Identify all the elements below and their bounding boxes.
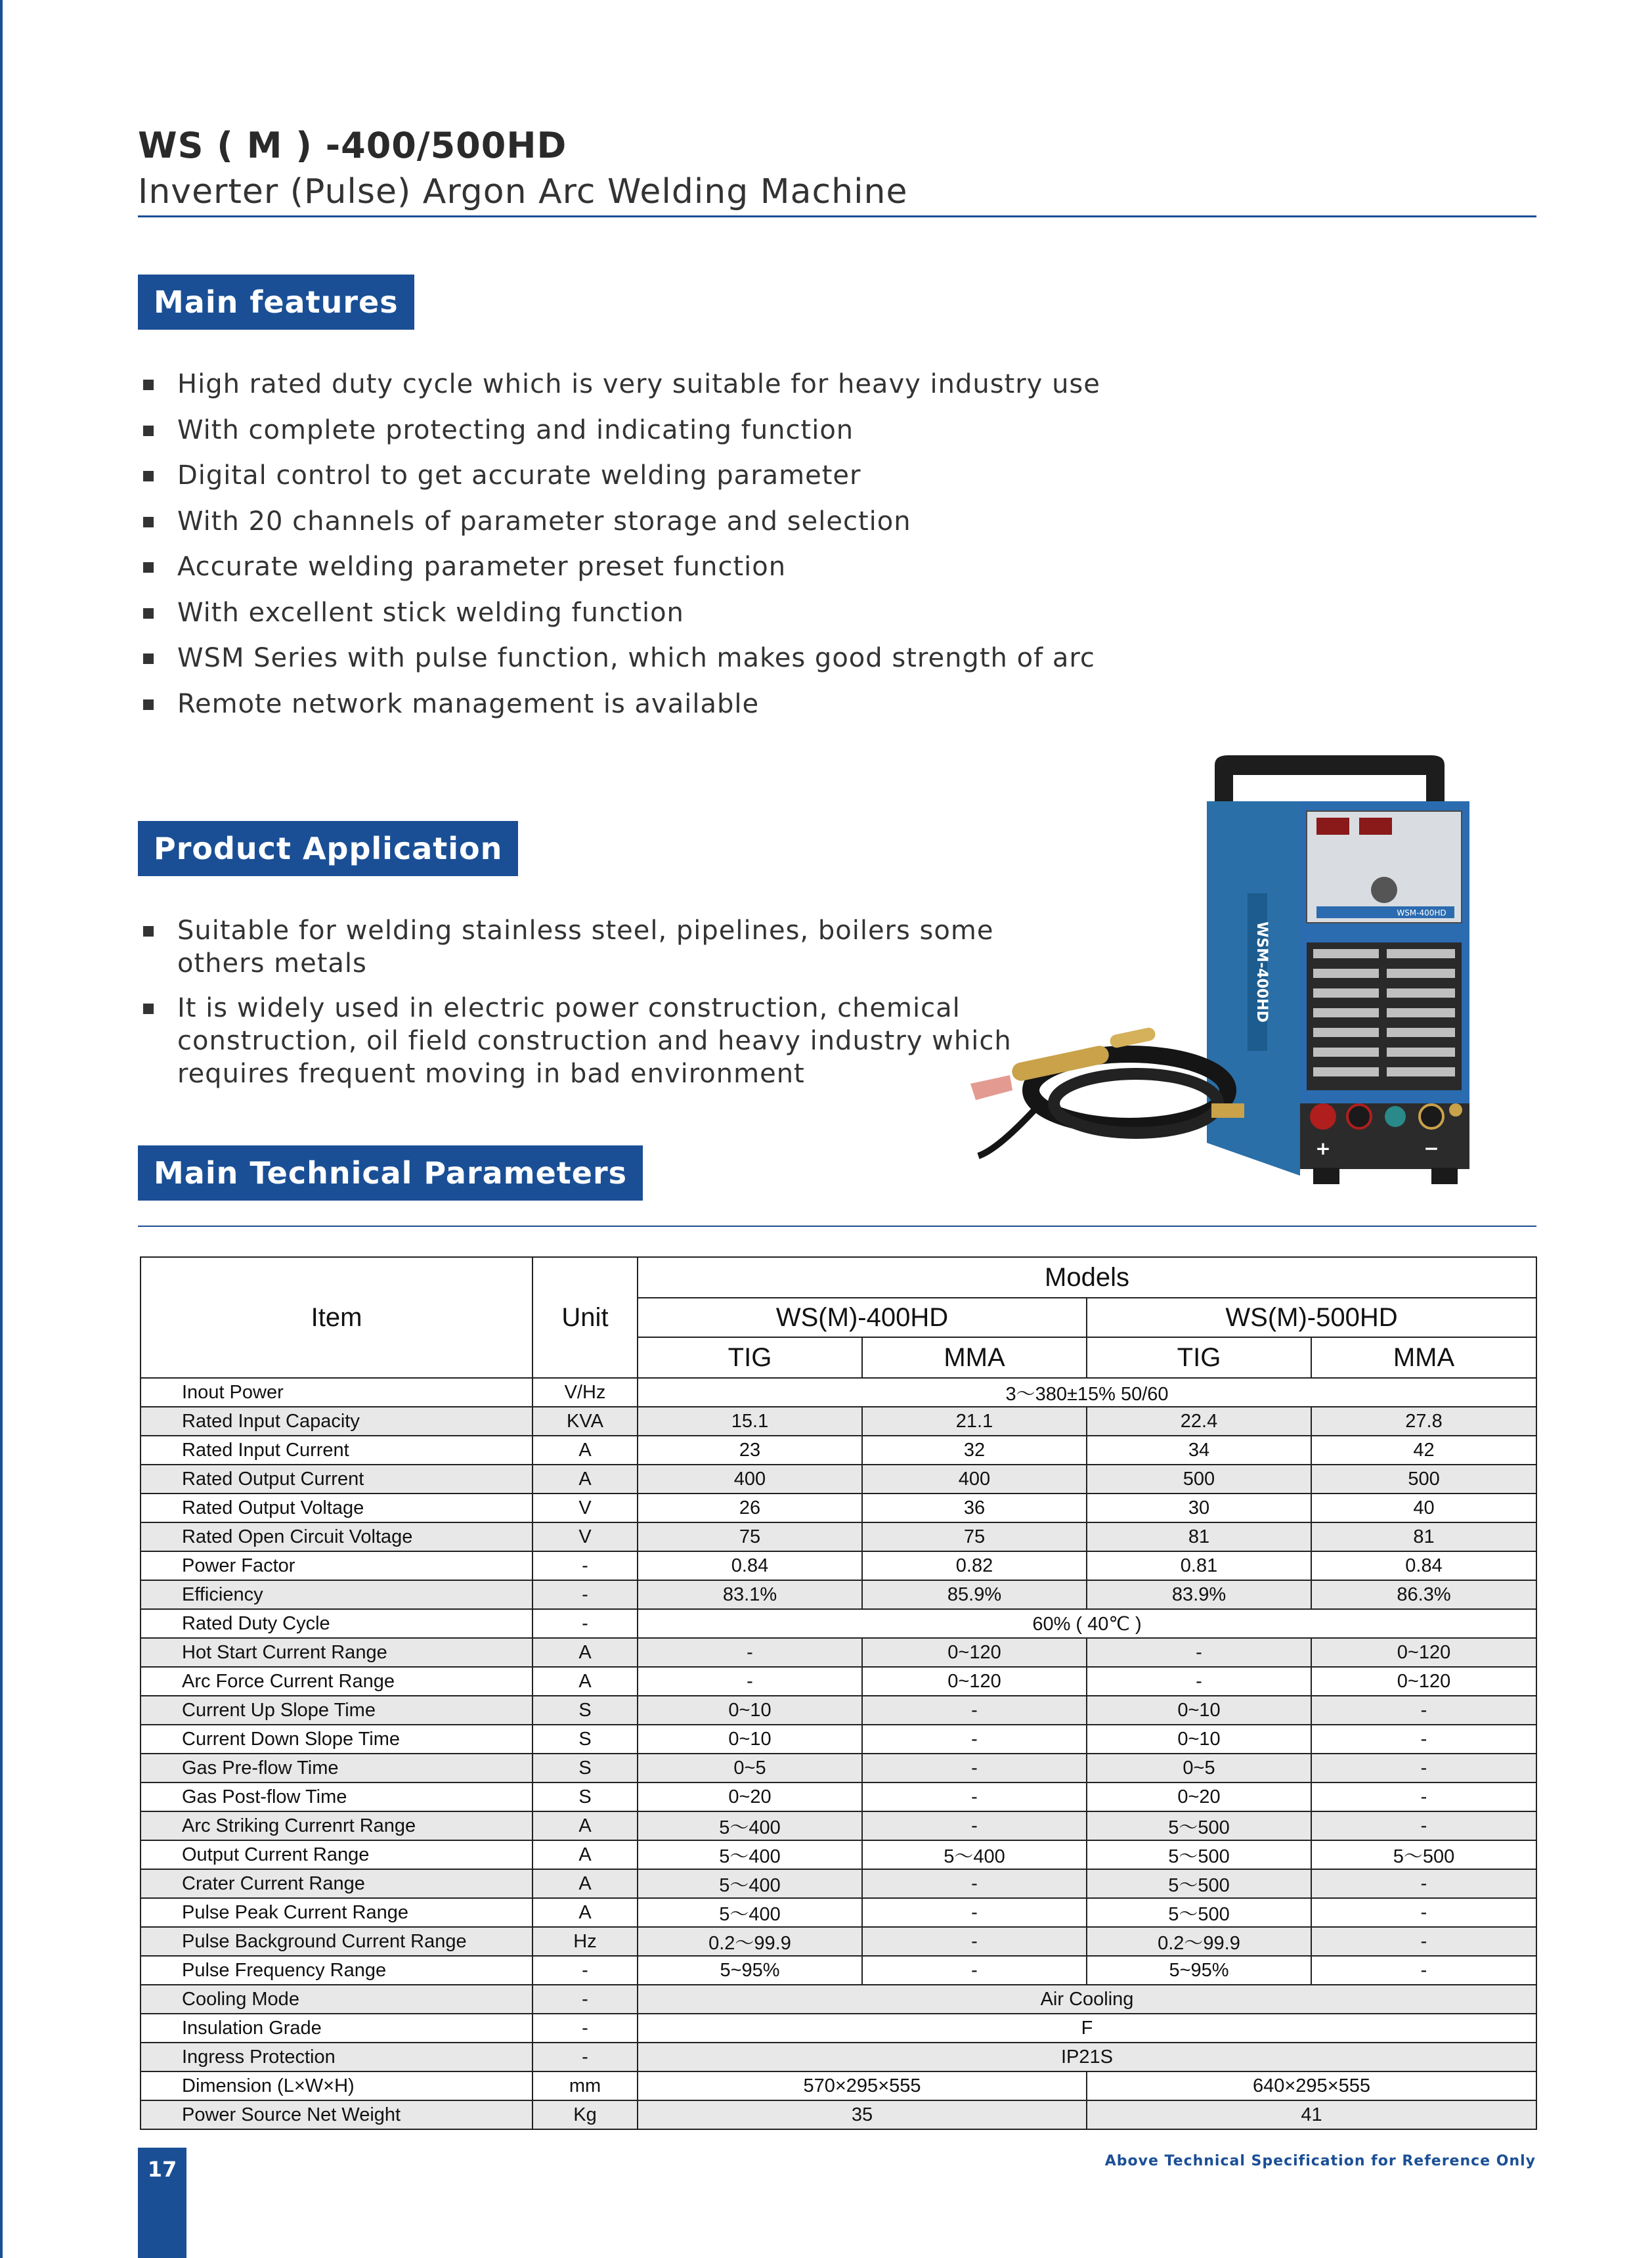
feature-item xyxy=(138,408,1100,454)
application-line: Suitable for welding stainless steel, pipelines, boilers some xyxy=(177,916,994,946)
400hd-tig-cell: 0.2～99.9 xyxy=(638,1927,862,1956)
param-name-cell: Power Source Net Weight xyxy=(141,2100,533,2129)
unit-cell: S xyxy=(533,1725,638,1754)
feature-item xyxy=(138,499,1100,545)
500hd-tig-cell: 83.9% xyxy=(1087,1580,1311,1609)
400hd-mma-cell: 32 xyxy=(862,1436,1087,1465)
param-name-cell: Ingress Protection xyxy=(141,2043,533,2071)
400hd-mma-cell: 0.82 xyxy=(862,1551,1087,1580)
shared-value-cell: IP21S xyxy=(638,2043,1536,2071)
400hd-mma-cell: 21.1 xyxy=(862,1407,1087,1436)
500hd-mma-cell: - xyxy=(1311,1696,1536,1725)
reference-note: Above Technical Specification for Reference Only xyxy=(1104,2153,1536,2169)
table-row xyxy=(141,1378,1536,1407)
table-row xyxy=(141,1811,1536,1840)
param-name-cell: Insulation Grade xyxy=(141,2014,533,2043)
table-row xyxy=(141,1494,1536,1522)
unit-cell: A xyxy=(533,1811,638,1840)
param-name-cell: Rated Open Circuit Voltage xyxy=(141,1522,533,1551)
400hd-tig-cell: 83.1% xyxy=(638,1580,862,1609)
table-row xyxy=(141,1638,1536,1667)
model-400hd-value-cell: 570×295×555 xyxy=(638,2071,1087,2100)
param-name-cell: Inout Power xyxy=(141,1378,533,1407)
feature-item xyxy=(138,362,1100,408)
500hd-mma-cell: 86.3% xyxy=(1311,1580,1536,1609)
application-item xyxy=(138,992,1012,1090)
500hd-tig-cell: 0.2～99.9 xyxy=(1087,1927,1311,1956)
500hd-mma-cell: - xyxy=(1311,1754,1536,1782)
400hd-tig-cell: 0~20 xyxy=(638,1782,862,1811)
param-name-cell: Efficiency xyxy=(141,1580,533,1609)
gas-outlet xyxy=(1449,1103,1462,1117)
tig-header: TIG xyxy=(1087,1337,1311,1378)
front-foot-right xyxy=(1431,1168,1458,1184)
table-row xyxy=(141,1465,1536,1494)
param-name-cell: Arc Force Current Range xyxy=(141,1667,533,1696)
500hd-mma-cell: 42 xyxy=(1311,1436,1536,1465)
unit-cell: A xyxy=(533,1898,638,1927)
title-divider xyxy=(138,215,1536,217)
param-name-cell: Output Current Range xyxy=(141,1840,533,1869)
400hd-mma-cell: 85.9% xyxy=(862,1580,1087,1609)
model-500hd-value-cell: 41 xyxy=(1087,2100,1536,2129)
500hd-tig-cell: 34 xyxy=(1087,1436,1311,1465)
400hd-mma-cell: 0~120 xyxy=(862,1638,1087,1667)
bullet-square-icon xyxy=(143,380,154,390)
400hd-mma-cell: - xyxy=(862,1782,1087,1811)
400hd-mma-cell: - xyxy=(862,1898,1087,1927)
500hd-tig-cell: 30 xyxy=(1087,1494,1311,1522)
400hd-mma-cell: 75 xyxy=(862,1522,1087,1551)
unit-cell: Hz xyxy=(533,1927,638,1956)
model-400hd-header: WS(M)-400HD xyxy=(638,1298,1087,1337)
model-500hd-header: WS(M)-500HD xyxy=(1087,1298,1536,1337)
mma-header: MMA xyxy=(862,1337,1087,1378)
500hd-tig-cell: 5~95% xyxy=(1087,1956,1311,1985)
application-item xyxy=(138,914,1012,980)
param-name-cell: Rated Output Voltage xyxy=(141,1494,533,1522)
feature-item xyxy=(138,636,1100,682)
500hd-tig-cell: 0~20 xyxy=(1087,1782,1311,1811)
table-row xyxy=(141,1840,1536,1869)
unit-cell: S xyxy=(533,1754,638,1782)
500hd-tig-cell: 0.81 xyxy=(1087,1551,1311,1580)
shared-value-cell: Air Cooling xyxy=(638,1985,1536,2014)
500hd-tig-cell: 81 xyxy=(1087,1522,1311,1551)
table-row xyxy=(141,1985,1536,2014)
table-row xyxy=(141,1609,1536,1638)
side-model-label: WSM-400HD xyxy=(1253,921,1270,1023)
feature-item xyxy=(138,682,1100,728)
400hd-mma-cell: 400 xyxy=(862,1465,1087,1494)
table-divider xyxy=(138,1226,1536,1227)
400hd-mma-cell: - xyxy=(862,1927,1087,1956)
table-row xyxy=(141,1667,1536,1696)
table-row xyxy=(141,1898,1536,1927)
500hd-mma-cell: - xyxy=(1311,1927,1536,1956)
application-heading: Product Application xyxy=(138,821,518,876)
unit-cell: V/Hz xyxy=(533,1378,638,1407)
bullet-square-icon xyxy=(143,699,154,710)
feature-text: Accurate welding parameter preset function xyxy=(177,552,787,582)
400hd-tig-cell: 0~10 xyxy=(638,1696,862,1725)
shared-value-cell: 60% ( 40℃ ) xyxy=(638,1609,1536,1638)
application-list xyxy=(138,914,1012,1102)
400hd-mma-cell: 5～400 xyxy=(862,1840,1087,1869)
500hd-mma-cell: - xyxy=(1311,1956,1536,1985)
500hd-tig-cell: 5～500 xyxy=(1087,1869,1311,1898)
400hd-tig-cell: 26 xyxy=(638,1494,862,1522)
500hd-mma-cell: 0~120 xyxy=(1311,1667,1536,1696)
item-header: Item xyxy=(141,1257,533,1378)
400hd-tig-cell: - xyxy=(638,1638,862,1667)
page-title: WS ( M ) -400/500HD xyxy=(138,125,567,166)
table-row xyxy=(141,2100,1536,2129)
table-row xyxy=(141,1580,1536,1609)
plus-sign: + xyxy=(1315,1138,1331,1159)
500hd-mma-cell: - xyxy=(1311,1898,1536,1927)
page-number: 17 xyxy=(138,2148,186,2258)
unit-cell: - xyxy=(533,1609,638,1638)
table-row xyxy=(141,1927,1536,1956)
feature-item xyxy=(138,590,1100,636)
500hd-tig-cell: 0~5 xyxy=(1087,1754,1311,1782)
table-row xyxy=(141,1869,1536,1898)
ampere-display xyxy=(1316,818,1349,835)
param-name-cell: Gas Pre-flow Time xyxy=(141,1754,533,1782)
table-row xyxy=(141,1782,1536,1811)
400hd-tig-cell: - xyxy=(638,1667,862,1696)
table-row xyxy=(141,2014,1536,2043)
400hd-tig-cell: 23 xyxy=(638,1436,862,1465)
application-line: requires frequent moving in bad environment xyxy=(177,1059,805,1089)
model-500hd-value-cell: 640×295×555 xyxy=(1087,2071,1536,2100)
cable-connector xyxy=(1211,1103,1244,1118)
500hd-tig-cell: 5～500 xyxy=(1087,1898,1311,1927)
feature-text: With 20 channels of parameter storage and selection xyxy=(177,506,911,537)
500hd-tig-cell: - xyxy=(1087,1638,1311,1667)
500hd-mma-cell: - xyxy=(1311,1782,1536,1811)
unit-cell: - xyxy=(533,2043,638,2071)
unit-cell: Kg xyxy=(533,2100,638,2129)
table-row xyxy=(141,1522,1536,1551)
table-row xyxy=(141,1407,1536,1436)
400hd-tig-cell: 15.1 xyxy=(638,1407,862,1436)
500hd-tig-cell: 5～500 xyxy=(1087,1840,1311,1869)
feature-text: WSM Series with pulse function, which makes good strength of arc xyxy=(177,643,1095,673)
500hd-mma-cell: 81 xyxy=(1311,1522,1536,1551)
unit-cell: - xyxy=(533,1551,638,1580)
param-name-cell: Rated Output Current xyxy=(141,1465,533,1494)
400hd-mma-cell: 0~120 xyxy=(862,1667,1087,1696)
feature-text: Digital control to get accurate welding parameter xyxy=(177,460,861,491)
param-name-cell: Current Up Slope Time xyxy=(141,1696,533,1725)
400hd-mma-cell: 36 xyxy=(862,1494,1087,1522)
feature-item xyxy=(138,453,1100,499)
400hd-mma-cell: - xyxy=(862,1956,1087,1985)
table-row xyxy=(141,2043,1536,2071)
control-knob xyxy=(1371,877,1397,903)
features-list xyxy=(138,362,1100,727)
torch-nozzle xyxy=(970,1075,1012,1100)
param-name-cell: Power Factor xyxy=(141,1551,533,1580)
500hd-tig-cell: 0~10 xyxy=(1087,1696,1311,1725)
500hd-tig-cell: - xyxy=(1087,1667,1311,1696)
500hd-tig-cell: 22.4 xyxy=(1087,1407,1311,1436)
unit-cell: S xyxy=(533,1782,638,1811)
page-left-border xyxy=(0,0,3,2258)
400hd-tig-cell: 5～400 xyxy=(638,1898,862,1927)
volt-display xyxy=(1359,818,1392,835)
shared-value-cell: F xyxy=(638,2014,1536,2043)
shared-value-cell: 3～380±15% 50/60 xyxy=(638,1378,1536,1407)
negative-terminal xyxy=(1420,1105,1443,1128)
unit-cell: V xyxy=(533,1494,638,1522)
gas-connector xyxy=(1347,1105,1371,1128)
param-name-cell: Gas Post-flow Time xyxy=(141,1782,533,1811)
400hd-tig-cell: 75 xyxy=(638,1522,862,1551)
feature-text: High rated duty cycle which is very suitable for heavy industry use xyxy=(177,369,1100,399)
table-row xyxy=(141,1436,1536,1465)
400hd-mma-cell: - xyxy=(862,1696,1087,1725)
table-row xyxy=(141,1956,1536,1985)
minus-sign: − xyxy=(1424,1138,1439,1159)
unit-cell: - xyxy=(533,2014,638,2043)
unit-cell: S xyxy=(533,1696,638,1725)
unit-cell: V xyxy=(533,1522,638,1551)
unit-cell: A xyxy=(533,1465,638,1494)
bullet-square-icon xyxy=(143,471,154,481)
feature-item xyxy=(138,544,1100,590)
technical-parameters-table xyxy=(140,1256,1537,2130)
table-row xyxy=(141,1725,1536,1754)
500hd-mma-cell: 5～500 xyxy=(1311,1840,1536,1869)
models-header: Models xyxy=(638,1257,1536,1298)
bullet-square-icon xyxy=(143,517,154,527)
page-subtitle: Inverter (Pulse) Argon Arc Welding Machine xyxy=(138,172,908,211)
param-name-cell: Pulse Peak Current Range xyxy=(141,1898,533,1927)
500hd-mma-cell: - xyxy=(1311,1811,1536,1840)
feature-text: Remote network management is available xyxy=(177,688,760,719)
application-line: construction, oil field construction and heavy industry which xyxy=(177,1026,1012,1056)
unit-cell: KVA xyxy=(533,1407,638,1436)
bullet-square-icon xyxy=(143,926,154,937)
unit-cell: A xyxy=(533,1436,638,1465)
400hd-tig-cell: 0.84 xyxy=(638,1551,862,1580)
features-heading: Main features xyxy=(138,275,414,330)
unit-header: Unit xyxy=(533,1257,638,1378)
torch-back-cap xyxy=(1109,1027,1157,1049)
param-name-cell: Hot Start Current Range xyxy=(141,1638,533,1667)
500hd-tig-cell: 500 xyxy=(1087,1465,1311,1494)
torch-hose xyxy=(978,1107,1037,1156)
param-name-cell: Dimension (L×W×H) xyxy=(141,2071,533,2100)
500hd-mma-cell: 27.8 xyxy=(1311,1407,1536,1436)
unit-cell: A xyxy=(533,1638,638,1667)
front-foot-left xyxy=(1313,1168,1339,1184)
400hd-tig-cell: 5～400 xyxy=(638,1840,862,1869)
machine-handle xyxy=(1215,755,1445,808)
400hd-tig-cell: 0~5 xyxy=(638,1754,862,1782)
500hd-tig-cell: 5～500 xyxy=(1087,1811,1311,1840)
mma-header: MMA xyxy=(1311,1337,1536,1378)
bullet-square-icon xyxy=(143,426,154,436)
param-name-cell: Crater Current Range xyxy=(141,1869,533,1898)
param-name-cell: Rated Input Current xyxy=(141,1436,533,1465)
table-row xyxy=(141,1551,1536,1580)
table-row xyxy=(141,2071,1536,2100)
application-line: It is widely used in electric power construction, chemical xyxy=(177,993,961,1023)
400hd-mma-cell: - xyxy=(862,1811,1087,1840)
application-line: others metals xyxy=(177,948,367,979)
500hd-mma-cell: - xyxy=(1311,1869,1536,1898)
param-name-cell: Arc Striking Currenrt Range xyxy=(141,1811,533,1840)
control-socket xyxy=(1385,1106,1406,1127)
unit-cell: mm xyxy=(533,2071,638,2100)
400hd-tig-cell: 5～400 xyxy=(638,1811,862,1840)
unit-cell: A xyxy=(533,1869,638,1898)
param-name-cell: Pulse Background Current Range xyxy=(141,1927,533,1956)
welding-machine-illustration xyxy=(959,755,1497,1189)
param-name-cell: Pulse Frequency Range xyxy=(141,1956,533,1985)
500hd-mma-cell: 500 xyxy=(1311,1465,1536,1494)
param-name-cell: Cooling Mode xyxy=(141,1985,533,2014)
feature-text: With excellent stick welding function xyxy=(177,597,684,628)
500hd-mma-cell: - xyxy=(1311,1725,1536,1754)
400hd-tig-cell: 0~10 xyxy=(638,1725,862,1754)
400hd-tig-cell: 400 xyxy=(638,1465,862,1494)
500hd-mma-cell: 0.84 xyxy=(1311,1551,1536,1580)
tig-header: TIG xyxy=(638,1337,862,1378)
unit-cell: - xyxy=(533,1956,638,1985)
parameters-heading: Main Technical Parameters xyxy=(138,1145,643,1201)
400hd-tig-cell: 5～400 xyxy=(638,1869,862,1898)
500hd-mma-cell: 0~120 xyxy=(1311,1638,1536,1667)
feature-text: With complete protecting and indicating function xyxy=(177,414,854,445)
bullet-square-icon xyxy=(143,562,154,573)
400hd-mma-cell: - xyxy=(862,1869,1087,1898)
400hd-tig-cell: 5~95% xyxy=(638,1956,862,1985)
param-name-cell: Current Down Slope Time xyxy=(141,1725,533,1754)
bullet-square-icon xyxy=(143,608,154,619)
param-name-cell: Rated Input Capacity xyxy=(141,1407,533,1436)
bullet-square-icon xyxy=(143,653,154,664)
400hd-mma-cell: - xyxy=(862,1754,1087,1782)
table-row xyxy=(141,1754,1536,1782)
table-row xyxy=(141,1696,1536,1725)
unit-cell: A xyxy=(533,1667,638,1696)
500hd-tig-cell: 0~10 xyxy=(1087,1725,1311,1754)
param-name-cell: Rated Duty Cycle xyxy=(141,1609,533,1638)
panel-model-label: WSM-400HD xyxy=(1397,908,1446,918)
unit-cell: A xyxy=(533,1840,638,1869)
positive-terminal xyxy=(1310,1103,1336,1130)
500hd-mma-cell: 40 xyxy=(1311,1494,1536,1522)
400hd-mma-cell: - xyxy=(862,1725,1087,1754)
model-400hd-value-cell: 35 xyxy=(638,2100,1087,2129)
unit-cell: - xyxy=(533,1580,638,1609)
unit-cell: - xyxy=(533,1985,638,2014)
bullet-square-icon xyxy=(143,1004,154,1014)
